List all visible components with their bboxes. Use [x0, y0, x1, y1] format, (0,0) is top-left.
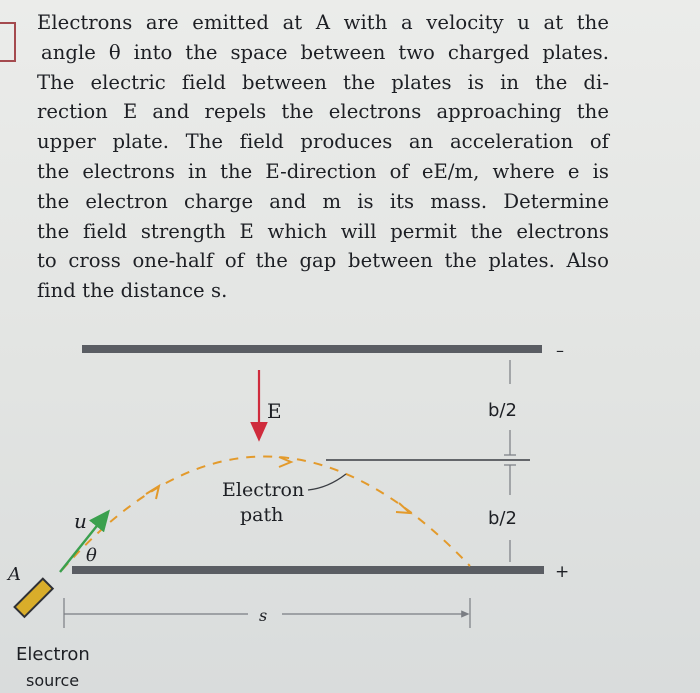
lower-half-gap-label: b/2 [488, 508, 517, 529]
source-label-line1: Electron [16, 644, 90, 665]
upper-plate [82, 345, 542, 353]
problem-line: Electrons are emitted at A with a velocity u at the [37, 11, 609, 34]
path-direction-arrow-top [279, 457, 291, 467]
path-direction-arrow-right [396, 503, 410, 513]
distance-label: s [259, 606, 268, 625]
problem-line: the electron charge and m is its mass. Determine [37, 189, 609, 213]
problem-line: the field strength E which will permit the electrons [37, 219, 609, 243]
angle-label: θ [86, 545, 97, 566]
problem-line: the electrons in the E-direction of eE/m, where e is [37, 159, 609, 183]
path-direction-arrow-left [146, 486, 159, 499]
problem-line: upper plate. The field produces an acceleration of [37, 130, 609, 154]
path-label-line1: Electron [222, 479, 305, 501]
path-label-line2: path [240, 504, 284, 526]
point-a-label: A [8, 564, 21, 585]
problem-line: rection E and repels the electrons approaching the [37, 100, 609, 124]
velocity-label: u [74, 509, 87, 533]
problem-line: find the distance s. [37, 279, 228, 303]
lower-plate-sign: + [555, 562, 570, 582]
source-label-line2: source [26, 671, 80, 690]
problem-line: The electric field between the plates is in the di- [37, 70, 609, 94]
field-label: E [267, 399, 282, 423]
lower-plate [72, 566, 544, 574]
problem-line: to cross one-half of the gap between the plates. Also [37, 249, 609, 273]
upper-plate-sign: – [556, 341, 564, 360]
path-label-leader [308, 474, 346, 490]
upper-half-gap-label: b/2 [488, 400, 517, 421]
problem-line: angle θ into the space between two charged plates. [41, 40, 609, 64]
